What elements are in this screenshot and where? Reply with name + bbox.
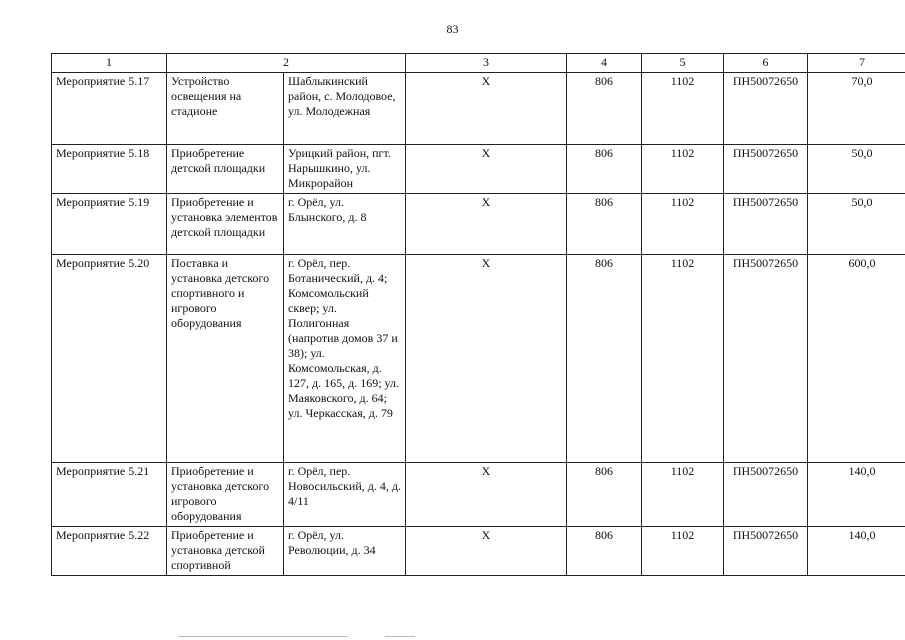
cell-amount: 50,0: [808, 145, 905, 194]
cell-col6: ПН50072650: [724, 145, 808, 194]
measure-description: Приобретение детской площадки: [167, 145, 284, 194]
measure-number: Мероприятие 5.21: [52, 463, 167, 527]
measure-number: Мероприятие 5.19: [52, 194, 167, 255]
header-cell: 1: [52, 54, 167, 73]
measure-location: Шаблыкинский район, с. Молодовое, ул. Молодежная: [284, 73, 406, 145]
measure-number: Мероприятие 5.18: [52, 145, 167, 194]
cell-col5: 1102: [642, 527, 724, 576]
table-row: [52, 463, 905, 527]
header-cell: 4: [567, 54, 642, 73]
cell-col6: ПН50072650: [724, 194, 808, 255]
measure-description: Приобретение и установка детского игрового оборудования: [167, 463, 284, 527]
header-cell: 6: [724, 54, 808, 73]
measure-description: Поставка и установка детского спортивного и игрового оборудования: [167, 255, 284, 463]
cell-col4: 806: [567, 194, 642, 255]
cell-col3: X: [406, 145, 567, 194]
measure-description: Устройство освещения на стадионе: [167, 73, 284, 145]
table-row: [52, 194, 905, 255]
measure-location: г. Орёл, пер. Новосильский, д. 4, д. 4/11: [284, 463, 406, 527]
measure-description: Приобретение и установка детской спортивной: [167, 527, 284, 576]
measure-number: Мероприятие 5.17: [52, 73, 167, 145]
cell-col6: ПН50072650: [724, 73, 808, 145]
scan-artifact-line: [385, 636, 415, 637]
cell-col4: 806: [567, 255, 642, 463]
scan-artifact-line: [178, 636, 348, 637]
table-row: [52, 145, 905, 194]
measure-location: г. Орёл, пер. Ботанический, д. 4; Комсомольский сквер; ул. Полигонная (напротив домов 37 и 38); ул. Комсомольская, д. 127, д. 165, д. 169; ул. Маяковского, д. 64; ул. Черкасская, д. 79: [284, 255, 406, 463]
budget-table: [51, 53, 905, 576]
cell-col3: X: [406, 194, 567, 255]
cell-amount: 140,0: [808, 463, 905, 527]
cell-col5: 1102: [642, 255, 724, 463]
header-cell: 7: [808, 54, 905, 73]
cell-col5: 1102: [642, 145, 724, 194]
cell-col3: X: [406, 527, 567, 576]
measure-location: Урицкий район, пгт. Нарышкино, ул. Микрорайон: [284, 145, 406, 194]
header-cell: 3: [406, 54, 567, 73]
cell-col3: X: [406, 73, 567, 145]
cell-col5: 1102: [642, 73, 724, 145]
table-row: [52, 527, 905, 576]
header-cell: 2: [167, 54, 406, 73]
header-cell: 5: [642, 54, 724, 73]
cell-col3: X: [406, 255, 567, 463]
cell-amount: 70,0: [808, 73, 905, 145]
cell-col4: 806: [567, 527, 642, 576]
page-number: 83: [446, 22, 459, 36]
cell-col6: ПН50072650: [724, 527, 808, 576]
table-header-row: [52, 54, 905, 73]
measure-description: Приобретение и установка элементов детской площадки: [167, 194, 284, 255]
cell-col3: X: [406, 463, 567, 527]
cell-amount: 140,0: [808, 527, 905, 576]
cell-col5: 1102: [642, 463, 724, 527]
cell-col6: ПН50072650: [724, 463, 808, 527]
cell-col6: ПН50072650: [724, 255, 808, 463]
cell-col4: 806: [567, 463, 642, 527]
cell-col4: 806: [567, 73, 642, 145]
measure-number: Мероприятие 5.22: [52, 527, 167, 576]
cell-col5: 1102: [642, 194, 724, 255]
cell-col4: 806: [567, 145, 642, 194]
measure-number: Мероприятие 5.20: [52, 255, 167, 463]
measure-location: г. Орёл, ул. Блынского, д. 8: [284, 194, 406, 255]
table-row: [52, 73, 905, 145]
table-row: [52, 255, 905, 463]
measure-location: г. Орёл, ул. Революции, д. 34: [284, 527, 406, 576]
cell-amount: 600,0: [808, 255, 905, 463]
cell-amount: 50,0: [808, 194, 905, 255]
